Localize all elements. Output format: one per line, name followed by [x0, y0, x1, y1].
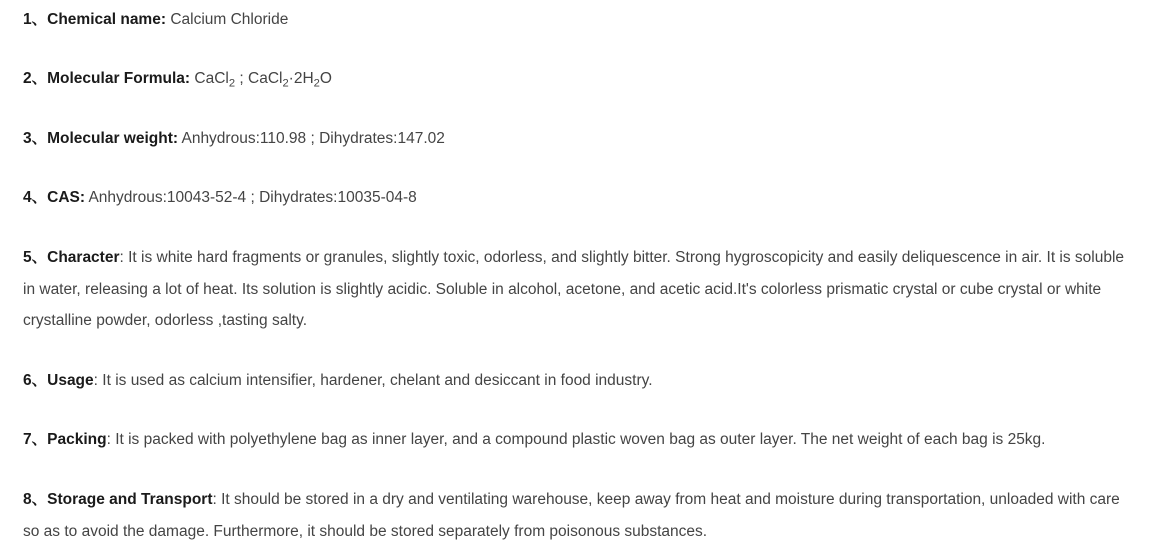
item-value: : It is packed with polyethylene bag as inner layer, and a compound plastic woven bag as outer layer. The net weight of each bag is 25kg. [106, 431, 1046, 448]
formula-anhydrous-subscript: 2 [228, 77, 236, 90]
spec-item-usage [23, 365, 1138, 397]
item-value: Anhydrous:10043-52-4 ; Dihydrates:10035-04-8 [85, 189, 417, 206]
formula-dihydrate-end: O [319, 70, 332, 87]
item-number: 2、 [23, 70, 48, 87]
item-label: Molecular weight: [47, 130, 179, 147]
formula-dihydrate-subscript: 2 [282, 77, 289, 90]
item-value: : It should be stored in a dry and ventilating warehouse, keep away from heat and moisture during transportation, unloaded with care so as to avoid the damage. Furthermore, it should be stored separately from poisonous substances. [23, 491, 1120, 540]
item-number: 1、 [23, 11, 48, 28]
item-label: Character [47, 249, 120, 266]
item-value: : It is white hard fragments or granules, slightly toxic, odorless, and slightly bitter. Strong hygroscopicity and easily deliquescence in air. It is soluble in water, releasing a lot of heat. Its solution is slightly acidic. Soluble in alcohol, acetone, and acetic acid.It's colorless prismatic crystal or cube crystal or white crystalline powder, odorless ,tasting salty. [23, 249, 1125, 329]
item-label: Usage [47, 372, 94, 389]
item-value: Anhydrous:110.98 ; Dihydrates:147.02 [178, 130, 445, 147]
item-value: : It is used as calcium intensifier, hardener, chelant and desiccant in food industry. [93, 372, 653, 389]
item-number: 6、 [23, 372, 48, 389]
item-label: Molecular Formula: [47, 70, 191, 87]
item-value [190, 70, 332, 90]
spec-item-cas [23, 182, 1138, 214]
item-label: Chemical name: [47, 11, 167, 28]
item-number: 8、 [23, 491, 48, 508]
spec-item-chemical-name [23, 4, 1138, 36]
formula-dihydrate-base: CaCl [248, 70, 283, 87]
item-number: 5、 [23, 249, 48, 266]
item-label: Packing [47, 431, 107, 448]
spec-item-character [23, 242, 1138, 337]
formula-water-subscript: 2 [313, 77, 320, 90]
formula-separator: ; [235, 70, 248, 87]
item-label: CAS: [47, 189, 86, 206]
spec-item-molecular-formula [23, 63, 1138, 95]
item-value: Calcium Chloride [166, 11, 289, 28]
spec-item-packing [23, 424, 1138, 456]
item-number: 4、 [23, 189, 48, 206]
spec-item-storage-transport [23, 484, 1138, 547]
spec-item-molecular-weight [23, 123, 1138, 155]
item-label: Storage and Transport [47, 491, 213, 508]
item-number: 3、 [23, 130, 48, 147]
formula-anhydrous-base: CaCl [194, 70, 229, 87]
item-number: 7、 [23, 431, 48, 448]
formula-dihydrate-water: ·2H [288, 70, 314, 87]
